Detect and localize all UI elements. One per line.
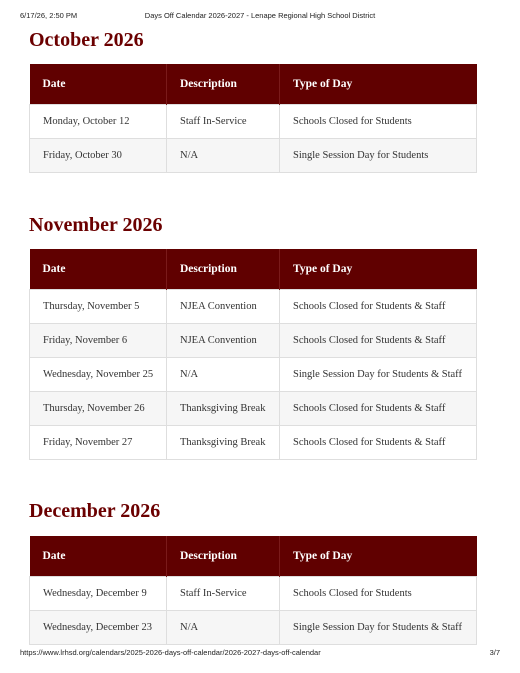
cell-description: Staff In-Service: [167, 105, 280, 139]
table-header-row: [30, 249, 477, 290]
table-row: [30, 611, 477, 645]
print-page-number: 3/7: [489, 648, 500, 657]
cell-type: Schools Closed for Students & Staff: [280, 290, 477, 324]
table-header-row: [30, 536, 477, 577]
cell-description: Staff In-Service: [167, 577, 280, 611]
print-datetime: 6/17/26, 2:50 PM: [20, 11, 78, 20]
column-header-description: Description: [167, 249, 280, 290]
table-row: [30, 290, 477, 324]
column-header-date: Date: [30, 536, 167, 577]
cell-date: Friday, November 6: [30, 324, 167, 358]
table-row: [30, 139, 477, 173]
cell-type: Schools Closed for Students: [280, 577, 477, 611]
cell-type: Single Session Day for Students: [280, 139, 477, 173]
cell-description: Thanksgiving Break: [167, 392, 280, 426]
cell-date: Friday, October 30: [30, 139, 167, 173]
month-heading: December 2026: [29, 500, 161, 522]
column-header-type: Type of Day: [280, 536, 477, 577]
column-header-date: Date: [30, 249, 167, 290]
cell-type: Single Session Day for Students & Staff: [280, 611, 477, 645]
table-row: [30, 105, 477, 139]
cell-description: Thanksgiving Break: [167, 426, 280, 460]
cell-type: Schools Closed for Students: [280, 105, 477, 139]
cell-type: Single Session Day for Students & Staff: [280, 358, 477, 392]
section-december-2026: [29, 499, 476, 645]
column-header-description: Description: [167, 64, 280, 105]
section-november-2026: [29, 213, 476, 460]
column-header-type: Type of Day: [280, 249, 477, 290]
cell-type: Schools Closed for Students & Staff: [280, 426, 477, 460]
table-row: [30, 324, 477, 358]
cell-date: Wednesday, December 23: [30, 611, 167, 645]
column-header-description: Description: [167, 536, 280, 577]
cell-date: Thursday, November 26: [30, 392, 167, 426]
cell-type: Schools Closed for Students & Staff: [280, 392, 477, 426]
column-header-date: Date: [30, 64, 167, 105]
cell-date: Monday, October 12: [30, 105, 167, 139]
cell-date: Friday, November 27: [30, 426, 167, 460]
cell-description: N/A: [167, 139, 280, 173]
cell-type: Schools Closed for Students & Staff: [280, 324, 477, 358]
days-off-table: [29, 536, 477, 645]
table-row: [30, 358, 477, 392]
table-row: [30, 577, 477, 611]
section-october-2026: [29, 28, 476, 173]
print-url: https://www.lrhsd.org/calendars/2025-2026-days-off-calendar/2026-2027-days-off-calendar: [20, 648, 321, 657]
cell-date: Wednesday, December 9: [30, 577, 167, 611]
days-off-table: [29, 249, 477, 460]
cell-description: NJEA Convention: [167, 324, 280, 358]
table-row: [30, 392, 477, 426]
month-heading: October 2026: [29, 29, 144, 51]
table-row: [30, 426, 477, 460]
days-off-table: [29, 64, 477, 173]
cell-description: NJEA Convention: [167, 290, 280, 324]
table-header-row: [30, 64, 477, 105]
print-header: [20, 11, 500, 23]
column-header-type: Type of Day: [280, 64, 477, 105]
cell-date: Wednesday, November 25: [30, 358, 167, 392]
cell-date: Thursday, November 5: [30, 290, 167, 324]
month-heading: November 2026: [29, 214, 163, 236]
cell-description: N/A: [167, 358, 280, 392]
print-page-title: Days Off Calendar 2026-2027 - Lenape Regional High School District: [144, 11, 376, 20]
cell-description: N/A: [167, 611, 280, 645]
print-footer: [20, 648, 500, 660]
